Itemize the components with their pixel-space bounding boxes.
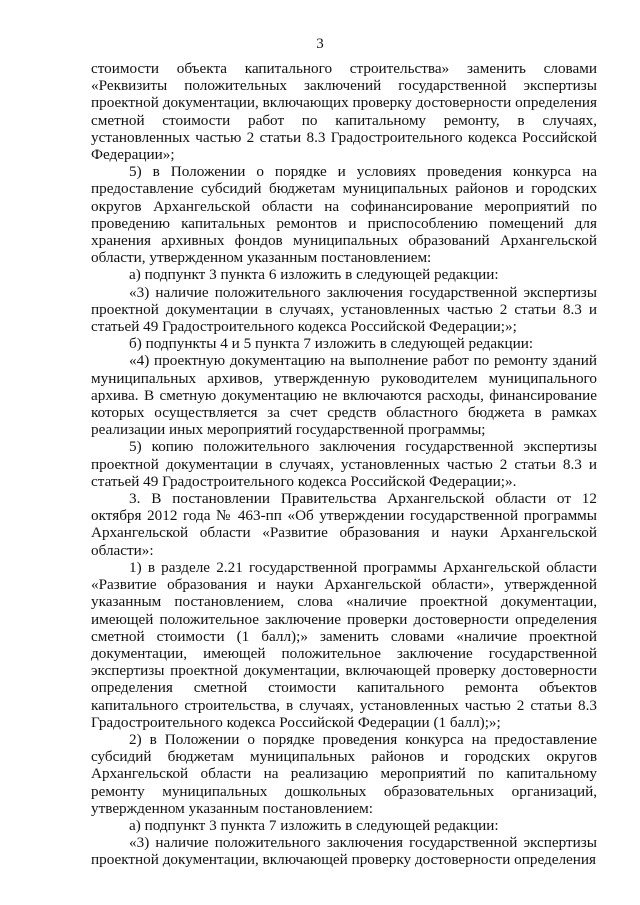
paragraph-subitem-a: а) подпункт 3 пункта 6 изложить в следующей редакции: [129,266,499,284]
document-body [91,60,597,869]
page-number: 3 [316,36,324,52]
paragraph-continuation: стоимости объекта капитального строительства» заменить словами «Реквизиты положительных заключений государственной экспертизы проектной документации, включающих проверку достоверности определения сметной стоимости работ по капитальному ремонту, в случаях, установленных частью 2 статьи 8.3 Градостроительного кодекса Российской Федерации»; [91,60,597,164]
paragraph-item-1: 1) в разделе 2.21 государственной программы Архангельской области «Развитие образования и науки Архангельской области», утвержденной указанным постановлением, слова «наличие проектной документации, имеющей положительное заключение проверки достоверности определения сметной стоимости (1 балл);» заменить словами «наличие проектной документации, имеющей положительное заключение государственной экспертизы проектной документации, включающей проверку достоверности определения сметной стоимости капитального ремонта объектов капитального строительства, в случаях, установленных частью 2 статьи 8.3 Градостроительного кодекса Российской Федерации (1 балл);»; [91,558,597,731]
paragraph-subitem-b: б) подпункты 4 и 5 пункта 7 изложить в следующей редакции: [129,335,534,353]
paragraph-item-5: 5) в Положении о порядке и условиях проведения конкурса на предоставление субсидий бюджетам муниципальных районов и городских округов Архангельской области на софинансирование мероприятий по проведению капитальных ремонтов и приспособлению помещений для хранения архивных фондов муниципальных образований Архангельской области, утвержденном указанным постановлением: [91,163,597,267]
paragraph-item-2: 2) в Положении о порядке проведения конкурса на предоставление субсидий бюджетам муниципальных районов и городских округов Архангельской области на реализацию мероприятий по капитальному ремонту муниципальных дошкольных образовательных организаций, утвержденном указанным постановлением: [91,730,597,817]
paragraph-quote-4: «4) проектную документацию на выполнение работ по ремонту зданий муниципальных архивов, утвержденную руководителем муниципального архива. В сметную документацию не включаются расходы, финансирование которых осуществляется за счет средств областного бюджета в рамках реализации иных мероприятий государственной программы; [91,352,597,439]
paragraph-quote-5: 5) копию положительного заключения государственной экспертизы проектной документации в случаях, установленных частью 2 статьи 8.3 и статьей 49 Градостроительного кодекса Российской Федерации;». [91,438,597,490]
paragraph-quote-3: «3) наличие положительного заключения государственной экспертизы проектной документации в случаях, установленных частью 2 статьи 8.3 и статьей 49 Градостроительного кодекса Российской Федерации;»; [91,283,597,336]
paragraph-section-3: 3. В постановлении Правительства Архангельской области от 12 октября 2012 года № 463-пп «Об утверждении государственной программы Архангельской области «Развитие образования и науки Архангельской области»: [91,490,597,559]
paragraph-subitem-a-2: а) подпункт 3 пункта 7 изложить в следующей редакции: [129,816,499,834]
paragraph-quote-3-2: «3) наличие положительного заключения государственной экспертизы проектной документации, включающей проверку достоверности определения [91,834,597,869]
